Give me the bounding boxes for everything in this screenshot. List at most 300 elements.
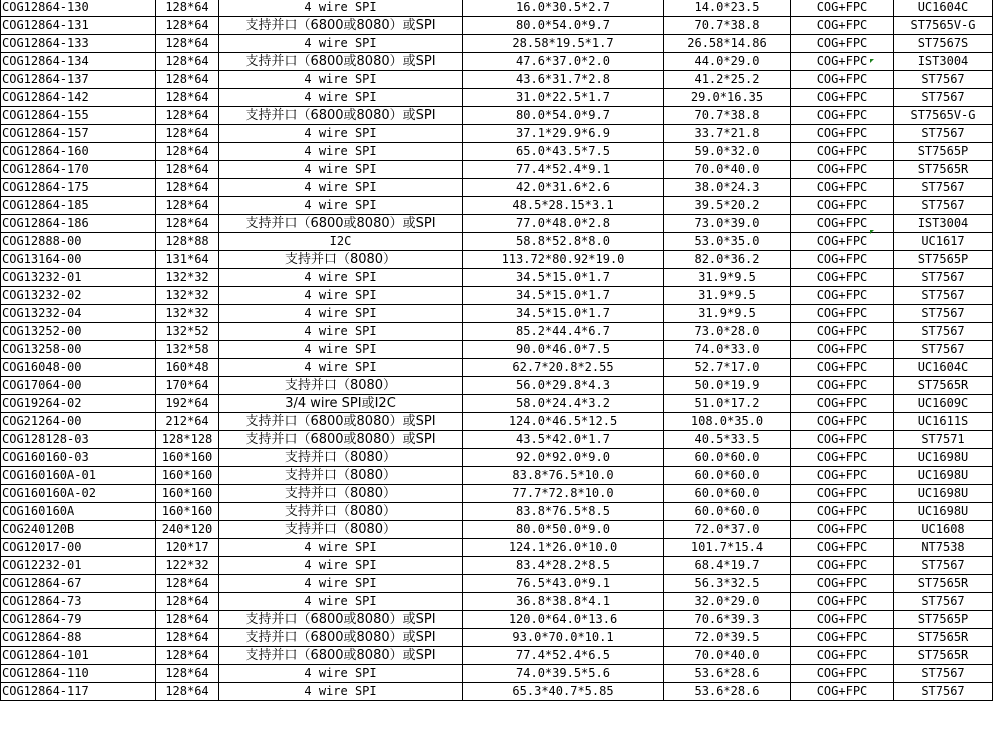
resolution-cell[interactable]: 128*64: [156, 197, 219, 215]
interface-cell[interactable]: 4 wire SPI: [219, 557, 463, 575]
model-cell[interactable]: COG13232-02: [1, 287, 156, 305]
resolution-cell[interactable]: 128*64: [156, 629, 219, 647]
interface-cell[interactable]: 4 wire SPI: [219, 0, 463, 17]
interface-cell[interactable]: 支持并口（6800或8080）或SPI: [219, 107, 463, 125]
view-area-cell[interactable]: 31.9*9.5: [664, 305, 791, 323]
controller-cell[interactable]: ST7567: [894, 71, 993, 89]
outline-size-cell[interactable]: 120.0*64.0*13.6: [463, 611, 664, 629]
table-row[interactable]: [1, 35, 993, 53]
controller-cell[interactable]: IST3004: [894, 53, 993, 71]
structure-cell[interactable]: COG+FPC: [791, 35, 894, 53]
view-area-cell[interactable]: 108.0*35.0: [664, 413, 791, 431]
controller-cell[interactable]: ST7567: [894, 269, 993, 287]
interface-cell[interactable]: 4 wire SPI: [219, 683, 463, 701]
controller-cell[interactable]: UC1608: [894, 521, 993, 539]
controller-cell[interactable]: ST7567: [894, 341, 993, 359]
outline-size-cell[interactable]: 28.58*19.5*1.7: [463, 35, 664, 53]
model-cell[interactable]: COG12864-134: [1, 53, 156, 71]
interface-cell[interactable]: 支持并口（8080）: [219, 467, 463, 485]
outline-size-cell[interactable]: 34.5*15.0*1.7: [463, 287, 664, 305]
structure-cell[interactable]: COG+FPC: [791, 683, 894, 701]
model-cell[interactable]: COG12864-160: [1, 143, 156, 161]
resolution-cell[interactable]: 132*52: [156, 323, 219, 341]
view-area-cell[interactable]: 53.6*28.6: [664, 683, 791, 701]
resolution-cell[interactable]: 128*64: [156, 89, 219, 107]
view-area-cell[interactable]: 72.0*37.0: [664, 521, 791, 539]
table-row[interactable]: [1, 377, 993, 395]
table-row[interactable]: [1, 521, 993, 539]
structure-cell[interactable]: COG+FPC: [791, 179, 894, 197]
controller-cell[interactable]: UC1604C: [894, 359, 993, 377]
table-row[interactable]: [1, 449, 993, 467]
table-row[interactable]: [1, 485, 993, 503]
view-area-cell[interactable]: 73.0*39.0: [664, 215, 791, 233]
interface-cell[interactable]: 支持并口（8080）: [219, 503, 463, 521]
outline-size-cell[interactable]: 93.0*70.0*10.1: [463, 629, 664, 647]
controller-cell[interactable]: ST7567: [894, 557, 993, 575]
model-cell[interactable]: COG12864-185: [1, 197, 156, 215]
outline-size-cell[interactable]: 42.0*31.6*2.6: [463, 179, 664, 197]
resolution-cell[interactable]: 128*64: [156, 611, 219, 629]
structure-cell[interactable]: COG+FPC: [791, 611, 894, 629]
controller-cell[interactable]: UC1611S: [894, 413, 993, 431]
model-cell[interactable]: COG160160A-02: [1, 485, 156, 503]
model-cell[interactable]: COG13252-00: [1, 323, 156, 341]
controller-cell[interactable]: UC1698U: [894, 449, 993, 467]
controller-cell[interactable]: ST7565R: [894, 629, 993, 647]
outline-size-cell[interactable]: 43.5*42.0*1.7: [463, 431, 664, 449]
resolution-cell[interactable]: 128*64: [156, 17, 219, 35]
model-cell[interactable]: COG12864-137: [1, 71, 156, 89]
outline-size-cell[interactable]: 77.4*52.4*6.5: [463, 647, 664, 665]
resolution-cell[interactable]: 128*64: [156, 215, 219, 233]
controller-cell[interactable]: ST7567: [894, 323, 993, 341]
model-cell[interactable]: COG13258-00: [1, 341, 156, 359]
view-area-cell[interactable]: 56.3*32.5: [664, 575, 791, 593]
model-cell[interactable]: COG12864-155: [1, 107, 156, 125]
table-row[interactable]: [1, 359, 993, 377]
table-row[interactable]: [1, 575, 993, 593]
controller-cell[interactable]: UC1698U: [894, 485, 993, 503]
outline-size-cell[interactable]: 58.8*52.8*8.0: [463, 233, 664, 251]
interface-cell[interactable]: 4 wire SPI: [219, 197, 463, 215]
table-row[interactable]: [1, 557, 993, 575]
resolution-cell[interactable]: 128*64: [156, 125, 219, 143]
view-area-cell[interactable]: 59.0*32.0: [664, 143, 791, 161]
outline-size-cell[interactable]: 65.3*40.7*5.85: [463, 683, 664, 701]
structure-cell[interactable]: COG+FPC: [791, 413, 894, 431]
view-area-cell[interactable]: 74.0*33.0: [664, 341, 791, 359]
structure-cell[interactable]: COG+FPC: [791, 485, 894, 503]
outline-size-cell[interactable]: 92.0*92.0*9.0: [463, 449, 664, 467]
table-row[interactable]: [1, 53, 993, 71]
resolution-cell[interactable]: 128*64: [156, 35, 219, 53]
model-cell[interactable]: COG12864-175: [1, 179, 156, 197]
model-cell[interactable]: COG12232-01: [1, 557, 156, 575]
table-row[interactable]: [1, 629, 993, 647]
outline-size-cell[interactable]: 77.0*48.0*2.8: [463, 215, 664, 233]
model-cell[interactable]: COG12864-67: [1, 575, 156, 593]
model-cell[interactable]: COG12864-157: [1, 125, 156, 143]
model-cell[interactable]: COG12864-142: [1, 89, 156, 107]
interface-cell[interactable]: 4 wire SPI: [219, 539, 463, 557]
interface-cell[interactable]: 4 wire SPI: [219, 593, 463, 611]
view-area-cell[interactable]: 31.9*9.5: [664, 269, 791, 287]
controller-cell[interactable]: UC1609C: [894, 395, 993, 413]
outline-size-cell[interactable]: 34.5*15.0*1.7: [463, 305, 664, 323]
view-area-cell[interactable]: 101.7*15.4: [664, 539, 791, 557]
model-cell[interactable]: COG12864-130: [1, 0, 156, 17]
structure-cell[interactable]: COG+FPC: [791, 197, 894, 215]
outline-size-cell[interactable]: 74.0*39.5*5.6: [463, 665, 664, 683]
outline-size-cell[interactable]: 16.0*30.5*2.7: [463, 0, 664, 17]
controller-cell[interactable]: ST7565P: [894, 611, 993, 629]
table-row[interactable]: [1, 0, 993, 17]
controller-cell[interactable]: ST7565V-G: [894, 107, 993, 125]
resolution-cell[interactable]: 132*32: [156, 269, 219, 287]
table-row[interactable]: [1, 107, 993, 125]
structure-cell[interactable]: COG+FPC: [791, 269, 894, 287]
model-cell[interactable]: COG160160A-01: [1, 467, 156, 485]
structure-cell[interactable]: COG+FPC: [791, 377, 894, 395]
structure-cell[interactable]: COG+FPC: [791, 287, 894, 305]
structure-cell[interactable]: COG+FPC: [791, 341, 894, 359]
resolution-cell[interactable]: 128*64: [156, 107, 219, 125]
outline-size-cell[interactable]: 56.0*29.8*4.3: [463, 377, 664, 395]
model-cell[interactable]: COG240120B: [1, 521, 156, 539]
model-cell[interactable]: COG12864-170: [1, 161, 156, 179]
table-row[interactable]: [1, 683, 993, 701]
controller-cell[interactable]: ST7567: [894, 593, 993, 611]
structure-cell[interactable]: COG+FPC: [791, 305, 894, 323]
interface-cell[interactable]: 4 wire SPI: [219, 305, 463, 323]
view-area-cell[interactable]: 60.0*60.0: [664, 449, 791, 467]
resolution-cell[interactable]: 160*160: [156, 503, 219, 521]
model-cell[interactable]: COG21264-00: [1, 413, 156, 431]
view-area-cell[interactable]: 60.0*60.0: [664, 485, 791, 503]
interface-cell[interactable]: 支持并口（6800或8080）或SPI: [219, 53, 463, 71]
controller-cell[interactable]: UC1604C: [894, 0, 993, 17]
interface-cell[interactable]: 4 wire SPI: [219, 341, 463, 359]
controller-cell[interactable]: ST7565P: [894, 251, 993, 269]
resolution-cell[interactable]: 192*64: [156, 395, 219, 413]
interface-cell[interactable]: 支持并口（8080）: [219, 377, 463, 395]
structure-cell[interactable]: COG+FPC: [791, 125, 894, 143]
structure-cell[interactable]: COG+FPC: [791, 53, 894, 71]
structure-cell[interactable]: COG+FPC: [791, 17, 894, 35]
view-area-cell[interactable]: 72.0*39.5: [664, 629, 791, 647]
interface-cell[interactable]: 支持并口（8080）: [219, 449, 463, 467]
outline-size-cell[interactable]: 83.8*76.5*8.5: [463, 503, 664, 521]
outline-size-cell[interactable]: 85.2*44.4*6.7: [463, 323, 664, 341]
outline-size-cell[interactable]: 113.72*80.92*19.0: [463, 251, 664, 269]
interface-cell[interactable]: 4 wire SPI: [219, 269, 463, 287]
interface-cell[interactable]: 4 wire SPI: [219, 323, 463, 341]
resolution-cell[interactable]: 160*160: [156, 467, 219, 485]
resolution-cell[interactable]: 131*64: [156, 251, 219, 269]
structure-cell[interactable]: COG+FPC: [791, 161, 894, 179]
model-cell[interactable]: COG12864-79: [1, 611, 156, 629]
structure-cell[interactable]: COG+FPC: [791, 71, 894, 89]
model-cell[interactable]: COG13164-00: [1, 251, 156, 269]
structure-cell[interactable]: COG+FPC: [791, 521, 894, 539]
outline-size-cell[interactable]: 83.4*28.2*8.5: [463, 557, 664, 575]
controller-cell[interactable]: ST7565R: [894, 647, 993, 665]
resolution-cell[interactable]: 128*64: [156, 593, 219, 611]
outline-size-cell[interactable]: 83.8*76.5*10.0: [463, 467, 664, 485]
outline-size-cell[interactable]: 76.5*43.0*9.1: [463, 575, 664, 593]
view-area-cell[interactable]: 53.6*28.6: [664, 665, 791, 683]
resolution-cell[interactable]: 122*32: [156, 557, 219, 575]
table-row[interactable]: [1, 269, 993, 287]
resolution-cell[interactable]: 128*64: [156, 179, 219, 197]
structure-cell[interactable]: COG+FPC: [791, 395, 894, 413]
outline-size-cell[interactable]: 80.0*54.0*9.7: [463, 17, 664, 35]
controller-cell[interactable]: UC1617: [894, 233, 993, 251]
resolution-cell[interactable]: 160*160: [156, 449, 219, 467]
view-area-cell[interactable]: 26.58*14.86: [664, 35, 791, 53]
interface-cell[interactable]: 4 wire SPI: [219, 179, 463, 197]
resolution-cell[interactable]: 132*32: [156, 287, 219, 305]
view-area-cell[interactable]: 14.0*23.5: [664, 0, 791, 17]
view-area-cell[interactable]: 31.9*9.5: [664, 287, 791, 305]
view-area-cell[interactable]: 70.0*40.0: [664, 161, 791, 179]
controller-cell[interactable]: ST7567: [894, 305, 993, 323]
table-row[interactable]: [1, 647, 993, 665]
structure-cell[interactable]: COG+FPC: [791, 647, 894, 665]
table-row[interactable]: [1, 341, 993, 359]
table-row[interactable]: [1, 611, 993, 629]
model-cell[interactable]: COG12888-00: [1, 233, 156, 251]
view-area-cell[interactable]: 41.2*25.2: [664, 71, 791, 89]
structure-cell[interactable]: COG+FPC: [791, 629, 894, 647]
model-cell[interactable]: COG128128-03: [1, 431, 156, 449]
resolution-cell[interactable]: 128*128: [156, 431, 219, 449]
controller-cell[interactable]: UC1698U: [894, 467, 993, 485]
structure-cell[interactable]: COG+FPC: [791, 467, 894, 485]
interface-cell[interactable]: 支持并口（6800或8080）或SPI: [219, 647, 463, 665]
view-area-cell[interactable]: 29.0*16.35: [664, 89, 791, 107]
structure-cell[interactable]: COG+FPC: [791, 89, 894, 107]
outline-size-cell[interactable]: 37.1*29.9*6.9: [463, 125, 664, 143]
table-row[interactable]: [1, 215, 993, 233]
structure-cell[interactable]: COG+FPC: [791, 557, 894, 575]
resolution-cell[interactable]: 128*64: [156, 53, 219, 71]
table-row[interactable]: [1, 431, 993, 449]
controller-cell[interactable]: ST7565V-G: [894, 17, 993, 35]
resolution-cell[interactable]: 132*32: [156, 305, 219, 323]
view-area-cell[interactable]: 70.7*38.8: [664, 17, 791, 35]
model-cell[interactable]: COG16048-00: [1, 359, 156, 377]
model-cell[interactable]: COG12864-186: [1, 215, 156, 233]
resolution-cell[interactable]: 170*64: [156, 377, 219, 395]
view-area-cell[interactable]: 68.4*19.7: [664, 557, 791, 575]
resolution-cell[interactable]: 160*160: [156, 485, 219, 503]
table-row[interactable]: [1, 503, 993, 521]
model-cell[interactable]: COG13232-04: [1, 305, 156, 323]
table-row[interactable]: [1, 593, 993, 611]
interface-cell[interactable]: 支持并口（6800或8080）或SPI: [219, 413, 463, 431]
interface-cell[interactable]: 4 wire SPI: [219, 35, 463, 53]
table-row[interactable]: [1, 197, 993, 215]
view-area-cell[interactable]: 40.5*33.5: [664, 431, 791, 449]
interface-cell[interactable]: 支持并口（6800或8080）或SPI: [219, 611, 463, 629]
resolution-cell[interactable]: 128*64: [156, 665, 219, 683]
interface-cell[interactable]: 4 wire SPI: [219, 125, 463, 143]
model-cell[interactable]: COG12864-110: [1, 665, 156, 683]
outline-size-cell[interactable]: 34.5*15.0*1.7: [463, 269, 664, 287]
table-row[interactable]: [1, 161, 993, 179]
model-cell[interactable]: COG160160A: [1, 503, 156, 521]
table-row[interactable]: [1, 539, 993, 557]
outline-size-cell[interactable]: 31.0*22.5*1.7: [463, 89, 664, 107]
controller-cell[interactable]: ST7567: [894, 125, 993, 143]
controller-cell[interactable]: UC1698U: [894, 503, 993, 521]
controller-cell[interactable]: ST7567S: [894, 35, 993, 53]
resolution-cell[interactable]: 128*64: [156, 683, 219, 701]
controller-cell[interactable]: NT7538: [894, 539, 993, 557]
model-cell[interactable]: COG12017-00: [1, 539, 156, 557]
table-row[interactable]: [1, 395, 993, 413]
resolution-cell[interactable]: 128*64: [156, 575, 219, 593]
resolution-cell[interactable]: 128*64: [156, 143, 219, 161]
resolution-cell[interactable]: 128*88: [156, 233, 219, 251]
model-cell[interactable]: COG12864-101: [1, 647, 156, 665]
view-area-cell[interactable]: 51.0*17.2: [664, 395, 791, 413]
outline-size-cell[interactable]: 47.6*37.0*2.0: [463, 53, 664, 71]
resolution-cell[interactable]: 160*48: [156, 359, 219, 377]
structure-cell[interactable]: COG+FPC: [791, 215, 894, 233]
interface-cell[interactable]: 3/4 wire SPI或I2C: [219, 395, 463, 413]
resolution-cell[interactable]: 128*64: [156, 647, 219, 665]
outline-size-cell[interactable]: 90.0*46.0*7.5: [463, 341, 664, 359]
model-cell[interactable]: COG13232-01: [1, 269, 156, 287]
structure-cell[interactable]: COG+FPC: [791, 539, 894, 557]
structure-cell[interactable]: COG+FPC: [791, 665, 894, 683]
outline-size-cell[interactable]: 124.0*46.5*12.5: [463, 413, 664, 431]
model-cell[interactable]: COG17064-00: [1, 377, 156, 395]
view-area-cell[interactable]: 38.0*24.3: [664, 179, 791, 197]
interface-cell[interactable]: 4 wire SPI: [219, 575, 463, 593]
structure-cell[interactable]: COG+FPC: [791, 449, 894, 467]
interface-cell[interactable]: 4 wire SPI: [219, 665, 463, 683]
model-cell[interactable]: COG12864-131: [1, 17, 156, 35]
outline-size-cell[interactable]: 80.0*54.0*9.7: [463, 107, 664, 125]
model-cell[interactable]: COG12864-88: [1, 629, 156, 647]
table-row[interactable]: [1, 467, 993, 485]
model-cell[interactable]: COG12864-73: [1, 593, 156, 611]
controller-cell[interactable]: ST7567: [894, 89, 993, 107]
table-row[interactable]: [1, 17, 993, 35]
structure-cell[interactable]: COG+FPC: [791, 575, 894, 593]
view-area-cell[interactable]: 52.7*17.0: [664, 359, 791, 377]
interface-cell[interactable]: 支持并口（6800或8080）或SPI: [219, 17, 463, 35]
outline-size-cell[interactable]: 48.5*28.15*3.1: [463, 197, 664, 215]
outline-size-cell[interactable]: 58.0*24.4*3.2: [463, 395, 664, 413]
outline-size-cell[interactable]: 124.1*26.0*10.0: [463, 539, 664, 557]
interface-cell[interactable]: 支持并口（6800或8080）或SPI: [219, 431, 463, 449]
resolution-cell[interactable]: 240*120: [156, 521, 219, 539]
table-row[interactable]: [1, 251, 993, 269]
table-row[interactable]: [1, 179, 993, 197]
model-cell[interactable]: COG19264-02: [1, 395, 156, 413]
structure-cell[interactable]: COG+FPC: [791, 107, 894, 125]
structure-cell[interactable]: COG+FPC: [791, 233, 894, 251]
view-area-cell[interactable]: 50.0*19.9: [664, 377, 791, 395]
controller-cell[interactable]: ST7565R: [894, 161, 993, 179]
interface-cell[interactable]: 4 wire SPI: [219, 359, 463, 377]
resolution-cell[interactable]: 128*64: [156, 161, 219, 179]
interface-cell[interactable]: 支持并口（6800或8080）或SPI: [219, 629, 463, 647]
interface-cell[interactable]: 4 wire SPI: [219, 71, 463, 89]
outline-size-cell[interactable]: 77.7*72.8*10.0: [463, 485, 664, 503]
structure-cell[interactable]: COG+FPC: [791, 503, 894, 521]
structure-cell[interactable]: COG+FPC: [791, 359, 894, 377]
model-cell[interactable]: COG12864-117: [1, 683, 156, 701]
view-area-cell[interactable]: 60.0*60.0: [664, 503, 791, 521]
controller-cell[interactable]: ST7571: [894, 431, 993, 449]
interface-cell[interactable]: 支持并口（8080）: [219, 485, 463, 503]
controller-cell[interactable]: ST7565P: [894, 143, 993, 161]
structure-cell[interactable]: COG+FPC: [791, 0, 894, 17]
outline-size-cell[interactable]: 77.4*52.4*9.1: [463, 161, 664, 179]
structure-cell[interactable]: COG+FPC: [791, 251, 894, 269]
resolution-cell[interactable]: 128*64: [156, 0, 219, 17]
resolution-cell[interactable]: 128*64: [156, 71, 219, 89]
view-area-cell[interactable]: 33.7*21.8: [664, 125, 791, 143]
view-area-cell[interactable]: 32.0*29.0: [664, 593, 791, 611]
resolution-cell[interactable]: 132*58: [156, 341, 219, 359]
interface-cell[interactable]: 4 wire SPI: [219, 143, 463, 161]
view-area-cell[interactable]: 39.5*20.2: [664, 197, 791, 215]
table-row[interactable]: [1, 143, 993, 161]
interface-cell[interactable]: 4 wire SPI: [219, 89, 463, 107]
controller-cell[interactable]: ST7567: [894, 197, 993, 215]
table-row[interactable]: [1, 233, 993, 251]
table-row[interactable]: [1, 287, 993, 305]
controller-cell[interactable]: ST7565R: [894, 377, 993, 395]
view-area-cell[interactable]: 53.0*35.0: [664, 233, 791, 251]
controller-cell[interactable]: ST7567: [894, 179, 993, 197]
interface-cell[interactable]: I2C: [219, 233, 463, 251]
table-row[interactable]: [1, 305, 993, 323]
view-area-cell[interactable]: 60.0*60.0: [664, 467, 791, 485]
table-row[interactable]: [1, 89, 993, 107]
interface-cell[interactable]: 4 wire SPI: [219, 161, 463, 179]
controller-cell[interactable]: ST7567: [894, 287, 993, 305]
controller-cell[interactable]: IST3004: [894, 215, 993, 233]
table-row[interactable]: [1, 125, 993, 143]
resolution-cell[interactable]: 212*64: [156, 413, 219, 431]
view-area-cell[interactable]: 70.6*39.3: [664, 611, 791, 629]
resolution-cell[interactable]: 120*17: [156, 539, 219, 557]
structure-cell[interactable]: COG+FPC: [791, 143, 894, 161]
interface-cell[interactable]: 支持并口（6800或8080）或SPI: [219, 215, 463, 233]
outline-size-cell[interactable]: 65.0*43.5*7.5: [463, 143, 664, 161]
outline-size-cell[interactable]: 80.0*50.0*9.0: [463, 521, 664, 539]
interface-cell[interactable]: 支持并口（8080）: [219, 251, 463, 269]
structure-cell[interactable]: COG+FPC: [791, 323, 894, 341]
table-row[interactable]: [1, 71, 993, 89]
table-row[interactable]: [1, 323, 993, 341]
view-area-cell[interactable]: 44.0*29.0: [664, 53, 791, 71]
view-area-cell[interactable]: 82.0*36.2: [664, 251, 791, 269]
structure-cell[interactable]: COG+FPC: [791, 431, 894, 449]
view-area-cell[interactable]: 73.0*28.0: [664, 323, 791, 341]
table-row[interactable]: [1, 665, 993, 683]
model-cell[interactable]: COG12864-133: [1, 35, 156, 53]
structure-cell[interactable]: COG+FPC: [791, 593, 894, 611]
